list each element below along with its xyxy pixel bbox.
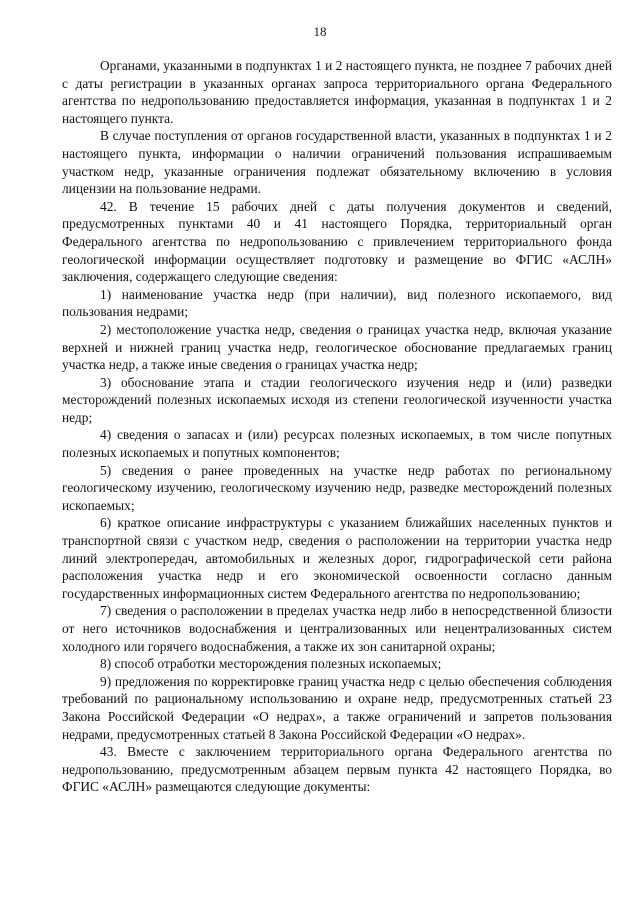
document-body xyxy=(62,57,612,796)
list-item: 4) сведения о запасах и (или) ресурсах полезных ископаемых, в том числе попутных полезных ископаемых и попутных компонентов; xyxy=(62,427,612,461)
list-item: 7) сведения о расположении в пределах участка недр либо в непосредственной близости от него источников водоснабжения и централизованных или нецентрализованных систем холодного или горячего водоснабжения, а также их зон санитарной охраны; xyxy=(62,603,612,654)
paragraph-item-43: 43. Вместе с заключением территориального органа Федерального агентства по недропользованию, предусмотренным абзацем первым пункта 42 настоящего Порядка, во ФГИС «АСЛН» размещаются следующие документы: xyxy=(62,744,612,795)
list-item: 9) предложения по корректировке границ участка недр с целью обеспечения соблюдения требований по рациональному использованию и охране недр, предусмотренных статьей 23 Закона Российской Федерации «О недрах», а также ограничений и запретов пользования недрами, предусмотренных статьей 8 Закона Российской Федерации «О недрах». xyxy=(62,673,612,742)
paragraph-item-42: 42. В течение 15 рабочих дней с даты получения документов и сведений, предусмотренных пунктами 40 и 41 настоящего Порядка, территориальный орган Федерального агентства по недропользованию с привлечением территориального фонда геологической информации осуществляет подготовку и размещение во ФГИС «АСЛН» заключения, содержащего следующие сведения: xyxy=(62,198,612,285)
paragraph: Органами, указанными в подпунктах 1 и 2 настоящего пункта, не позднее 7 рабочих дней с даты регистрации в указанных органах запроса территориального органа Федерального агентства по недропользованию предоставляется информация, указанная в подпунктах 1 и 2 настоящего пункта. xyxy=(62,58,612,126)
list-item: 2) местоположение участка недр, сведения о границах участка недр, включая указание верхней и нижней границ участка недр, геологическое обоснование предлагаемых границ участка недр, а также иные сведения о границах участка недр; xyxy=(62,321,612,373)
page-number: 18 xyxy=(313,24,327,39)
list-item: 8) способ отработки месторождения полезных ископаемых; xyxy=(100,656,442,672)
list-item: 6) краткое описание инфраструктуры с указанием ближайших населенных пунктов и транспортной связи с участком недр, сведения о расположении на территории участка недр линий электропередач, автомобильных и железных дорог, гидрографической сети района расположения участка недр и его экономической освоенности согласно данным государственных информационных систем Федерального агентства по недропользованию; xyxy=(62,515,612,601)
paragraph: В случае поступления от органов государственной власти, указанных в подпунктах 1 и 2 настоящего пункта, информации о наличии ограничений пользования испрашиваемым участком недр, указанные ограничения подлежат обязательному включению в условия лицензии на пользование недрами. xyxy=(62,128,612,197)
list-item: 3) обоснование этапа и стадии геологического изучения недр и (или) разведки месторождений полезных ископаемых исходя из степени геологической изученности участка недр; xyxy=(62,374,612,425)
list-item: 1) наименование участка недр (при наличии), вид полезного ископаемого, вид пользования недрами; xyxy=(62,286,612,320)
list-item: 5) сведения о ранее проведенных на участке недр работах по региональному геологическому изучению, геологическому изучению недр, разведке месторождений полезных ископаемых; xyxy=(62,462,612,513)
